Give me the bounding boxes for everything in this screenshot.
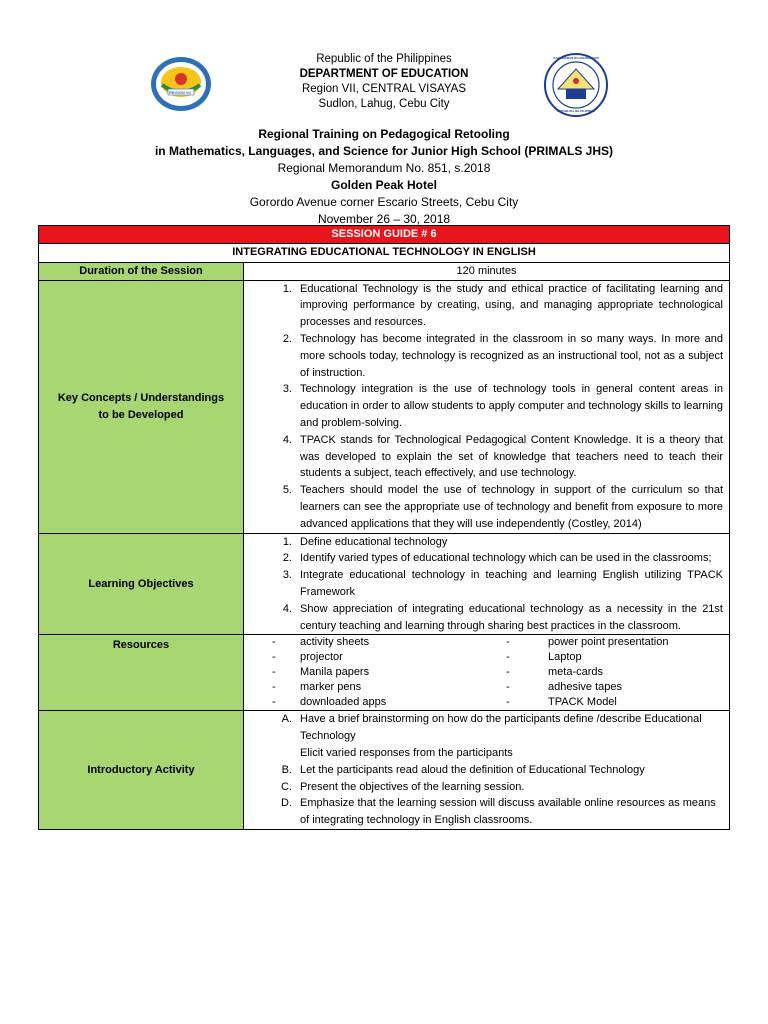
key-concept-item-number: 5. [282,484,292,497]
training-title: Regional Training on Pedagogical Retooling [258,127,510,141]
key-concept-item-text: Educational Technology is the study and ethical practice of facilitating learning and improving performance by creating, using, and managing appropriate technological processes and resources. [300,282,723,329]
intro-activity-item-number: B. [281,763,292,776]
objective-item-number: 3. [282,569,292,582]
resource-bullet: - [506,681,510,694]
resource-item: adhesive tapes [548,681,622,694]
intro-activity-item-text: Let the participants read aloud the definition of Educational Technology [300,763,645,776]
key-concepts-label-text: Key Concepts / Understandings to be Developed [57,391,225,421]
key-concept-item [244,331,723,381]
objective-item-text: Define educational technology [300,535,448,548]
training-subtitle: in Mathematics, Languages, and Science for Junior High School (PRIMALS JHS) [154,144,614,158]
intro-activity-item-number: D. [281,797,292,810]
key-concept-item [244,281,723,331]
deped-seal-text-top: KAGAWARAN NG EDUKASYON [553,56,599,60]
key-concepts-row [39,280,730,533]
objective-item [244,534,723,551]
header-address: Sudlon, Lahug, Cebu City [318,98,450,110]
key-concept-item-text: TPACK stands for Technological Pedagogical Content Knowledge. It is a theory that was developed to explain the set of knowledge that teachers need to teach their students a subject, teach effectively, and use technology. [300,433,723,480]
resources-label: Resources [39,635,244,711]
objective-item-number: 1. [282,535,292,548]
training-memorandum: Regional Memorandum No. 851, s.2018 [277,161,491,175]
resource-bullet: - [272,666,276,679]
key-concepts-list [244,281,729,533]
resource-bullet: - [272,651,276,664]
objectives-label: Learning Objectives [39,533,244,635]
intro-activity-item [244,711,723,745]
resource-item: Manila papers [300,666,370,679]
key-concept-item-number: 3. [282,383,292,396]
key-concept-item-number: 2. [282,332,292,345]
key-concepts-label [39,280,244,533]
objective-item-text: Identify varied types of educational technology which can be used in the classrooms; [300,552,712,565]
header-republic: Republic of the Philippines [316,53,452,65]
key-concept-item-text: Technology has become integrated in the classroom in so many ways. In more and more schools today, technology is recognized as an instructional tool, not as a subject of instruction. [300,332,723,379]
intro-activity-item-text: Emphasize that the learning session will discuss available online resources as means of integrating technology in English classrooms. [300,797,716,827]
objective-item [244,550,723,567]
session-title: INTEGRATING EDUCATIONAL TECHNOLOGY IN ENGLISH [39,243,730,262]
key-concept-item [244,482,723,532]
resource-bullet: - [506,666,510,679]
key-concept-item-text: Teachers should model the use of technology in support of the curriculum so that learners can see the appropriate use of technology and benefit from exposure to more advanced applications that they will use independently (Costley, 2014) [300,484,723,530]
session-guide-table [38,225,730,830]
key-concept-item-number: 1. [282,282,292,295]
objective-item-text: Integrate educational technology in teaching and learning English utilizing TPACK Framework [300,569,723,598]
resource-item: power point presentation [548,636,669,649]
key-concept-item-text: Technology integration is the use of technology tools in general content areas in education in order to allow students to apply computer and technology skills to learning and problem-solving. [300,383,723,429]
objectives-row [39,533,730,635]
intro-activity-row [39,711,730,830]
resource-bullet: - [272,636,276,649]
header-department: DEPARTMENT OF EDUCATION [299,68,469,80]
resource-item: meta-cards [548,666,604,679]
duration-label: Duration of the Session [39,262,244,280]
intro-activity-item-number: C. [281,780,292,793]
intro-activity-item [244,795,723,829]
intro-activity-item [244,745,723,762]
intro-activity-item-text: Elicit varied responses from the participants [300,746,513,759]
intro-activity-item-number [244,745,300,762]
resources-list [244,635,729,710]
session-title-row [39,243,730,262]
region-vii-seal-text: REGION VII [169,90,191,95]
intro-activity-list [244,711,729,829]
deped-seal-text-bottom: REPUBLIKA NG PILIPINAS [556,109,596,113]
intro-activity-item [244,779,723,796]
duration-row [39,262,730,280]
training-venue-address: Gorordo Avenue corner Escario Streets, Cebu City [249,195,519,209]
intro-activity-item-text: Have a brief brainstorming on how do the participants define /describe Educational Technology [300,713,702,743]
resources-row [39,635,730,711]
training-dates: November 26 – 30, 2018 [317,212,451,226]
session-number-row [39,226,730,244]
resource-bullet: - [272,681,276,694]
resources-cell [244,635,730,711]
letterhead [0,52,768,112]
resource-item: projector [300,651,343,664]
objective-item-number: 4. [282,602,292,615]
resource-bullet: - [506,636,510,649]
objective-item-text: Show appreciation of integrating educational technology as a necessity in the 21st century teaching and learning through sharing best practices in the classroom. [300,602,723,632]
resource-bullet: - [506,651,510,664]
training-info [0,126,768,228]
objectives-cell [244,533,730,635]
key-concept-item [244,432,723,482]
objectives-list [244,534,729,635]
objective-item [244,601,723,635]
intro-activity-cell [244,711,730,830]
key-concepts-cell [244,280,730,533]
objective-item [244,567,723,601]
resource-item: marker pens [300,681,362,694]
resource-item: TPACK Model [548,696,617,709]
session-number: SESSION GUIDE # 6 [39,226,730,244]
intro-activity-item-text: Present the objectives of the learning session. [300,780,525,793]
intro-activity-item-number: A. [281,713,292,726]
intro-activity-item [244,762,723,779]
key-concept-item [244,381,723,431]
resource-item: activity sheets [300,636,370,649]
training-venue: Golden Peak Hotel [330,178,438,192]
objective-item-number: 2. [282,552,292,565]
resource-bullet: - [506,696,510,709]
header-region: Region VII, CENTRAL VISAYAS [301,83,467,95]
resource-item: Laptop [548,651,582,664]
resource-item: downloaded apps [300,696,387,709]
resource-bullet: - [272,696,276,709]
key-concept-item-number: 4. [282,433,292,446]
duration-value: 120 minutes [244,262,730,280]
intro-activity-label: Introductory Activity [39,711,244,830]
